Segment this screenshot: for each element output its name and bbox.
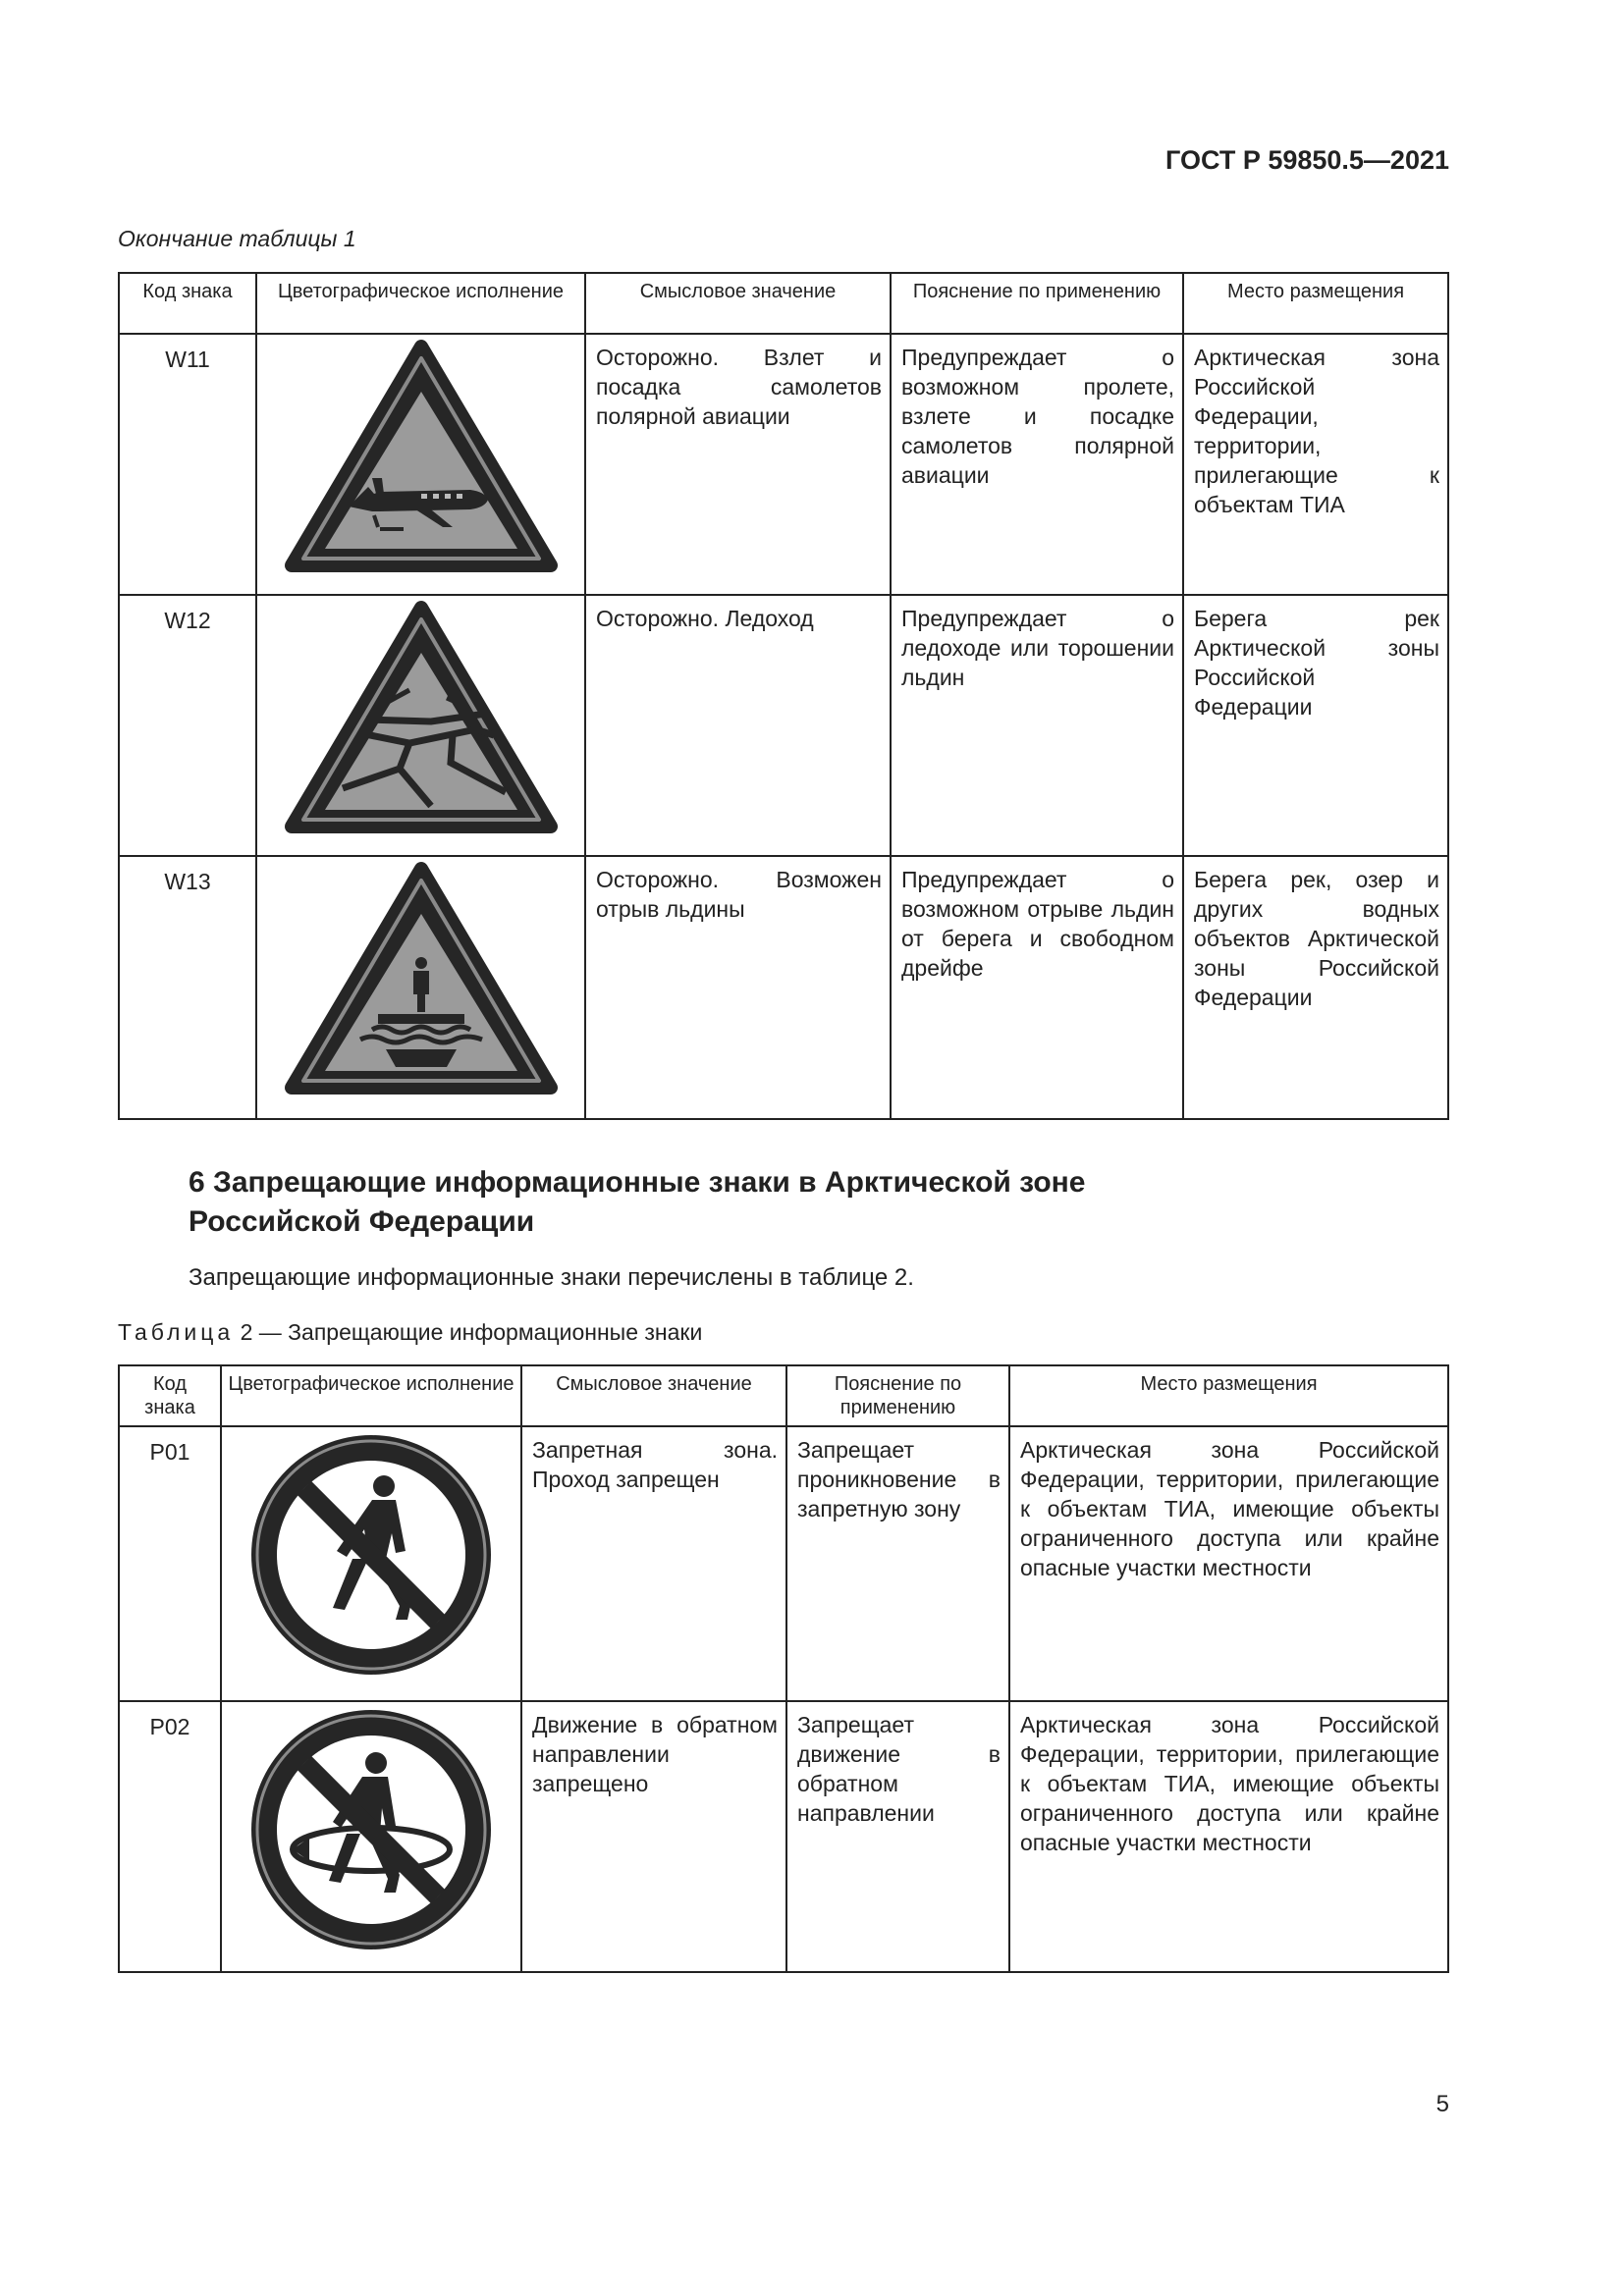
table2-caption [118, 1319, 702, 1346]
sign-graphic [256, 595, 585, 856]
table2-header-place: Место размещения [1009, 1365, 1448, 1426]
sign-graphic [221, 1701, 521, 1972]
sign-explanation: Запрещает проникновение в запретную зону [786, 1426, 1009, 1701]
table-row [119, 1701, 1448, 1972]
table1-header-row [119, 273, 1448, 334]
table1-header-code: Код знака [119, 273, 256, 334]
sign-code: P02 [119, 1701, 221, 1972]
warning-ice-floe-icon [284, 857, 559, 1102]
table1-header-graphic: Цветографическое исполнение [256, 273, 585, 334]
sign-graphic [221, 1426, 521, 1701]
table2-header-explanation: Пояснение по применению [786, 1365, 1009, 1426]
sign-place: Берега рек Арктической зоны Российской Федерации [1183, 595, 1448, 856]
table1-header-place: Место размещения [1183, 273, 1448, 334]
document-code: ГОСТ Р 59850.5—2021 [1165, 145, 1449, 175]
table1 [118, 272, 1449, 1120]
no-reverse-movement-icon [239, 1702, 504, 1957]
table2-caption-label: Таблица [118, 1319, 235, 1345]
sign-place: Арктическая зона Российской Федерации, территории, прилегающие к объектам ТИА [1183, 334, 1448, 595]
table-row [119, 1426, 1448, 1701]
sign-explanation: Запрещает движение в обратном направлении [786, 1701, 1009, 1972]
warning-ice-drift-icon [284, 596, 559, 841]
table-row [119, 334, 1448, 595]
warning-aircraft-icon [284, 335, 559, 580]
sign-meaning: Запретная зона. Проход запрещен [521, 1426, 786, 1701]
sign-explanation: Предупреждает о возможном отрыве льдин от берега и свободном дрейфе [891, 856, 1183, 1119]
section-title-line2: Российской Федерации [189, 1205, 535, 1238]
sign-code: W13 [119, 856, 256, 1119]
table2 [118, 1364, 1449, 1973]
sign-place: Арктическая зона Российской Федерации, территории, прилегающие к объектам ТИА, имеющие объекты ограниченного доступа или крайне опасные участки местности [1009, 1426, 1448, 1701]
section-title-line1: 6 Запрещающие информационные знаки в Арктической зоне [189, 1166, 1086, 1199]
page-number: 5 [1435, 2091, 1449, 2117]
sign-code: W12 [119, 595, 256, 856]
table2-header-row [119, 1365, 1448, 1426]
sign-place: Арктическая зона Российской Федерации, территории, прилегающие к объектам ТИА, имеющие объекты ограниченного доступа или крайне опасные участки местности [1009, 1701, 1448, 1972]
section-paragraph: Запрещающие информационные знаки перечислены в таблице 2. [189, 1264, 914, 1291]
table-row [119, 595, 1448, 856]
table2-header-graphic: Цветографическое исполнение [221, 1365, 521, 1426]
sign-code: W11 [119, 334, 256, 595]
sign-meaning: Осторожно. Взлет и посадка самолетов полярной авиации [585, 334, 891, 595]
sign-meaning: Движение в обратном направлении запрещено [521, 1701, 786, 1972]
sign-meaning: Осторожно. Возможен отрыв льдины [585, 856, 891, 1119]
table1-header-explanation: Пояснение по применению [891, 273, 1183, 334]
section-title [189, 1163, 1085, 1242]
sign-explanation: Предупреждает о возможном пролете, взлете и посадке самолетов полярной авиации [891, 334, 1183, 595]
table2-caption-text: 2 — Запрещающие информационные знаки [234, 1319, 703, 1345]
table1-header-meaning: Смысловое значение [585, 273, 891, 334]
table1-caption: Окончание таблицы 1 [118, 226, 356, 251]
sign-place: Берега рек, озер и других водных объектов Арктической зоны Российской Федерации [1183, 856, 1448, 1119]
table2-header-meaning: Смысловое значение [521, 1365, 786, 1426]
no-entry-pedestrian-icon [239, 1427, 504, 1682]
sign-graphic [256, 334, 585, 595]
sign-explanation: Предупреждает о ледоходе или торошении льдин [891, 595, 1183, 856]
sign-code: P01 [119, 1426, 221, 1701]
table2-header-code: Код знака [119, 1365, 221, 1426]
sign-graphic [256, 856, 585, 1119]
table-row [119, 856, 1448, 1119]
sign-meaning: Осторожно. Ледоход [585, 595, 891, 856]
